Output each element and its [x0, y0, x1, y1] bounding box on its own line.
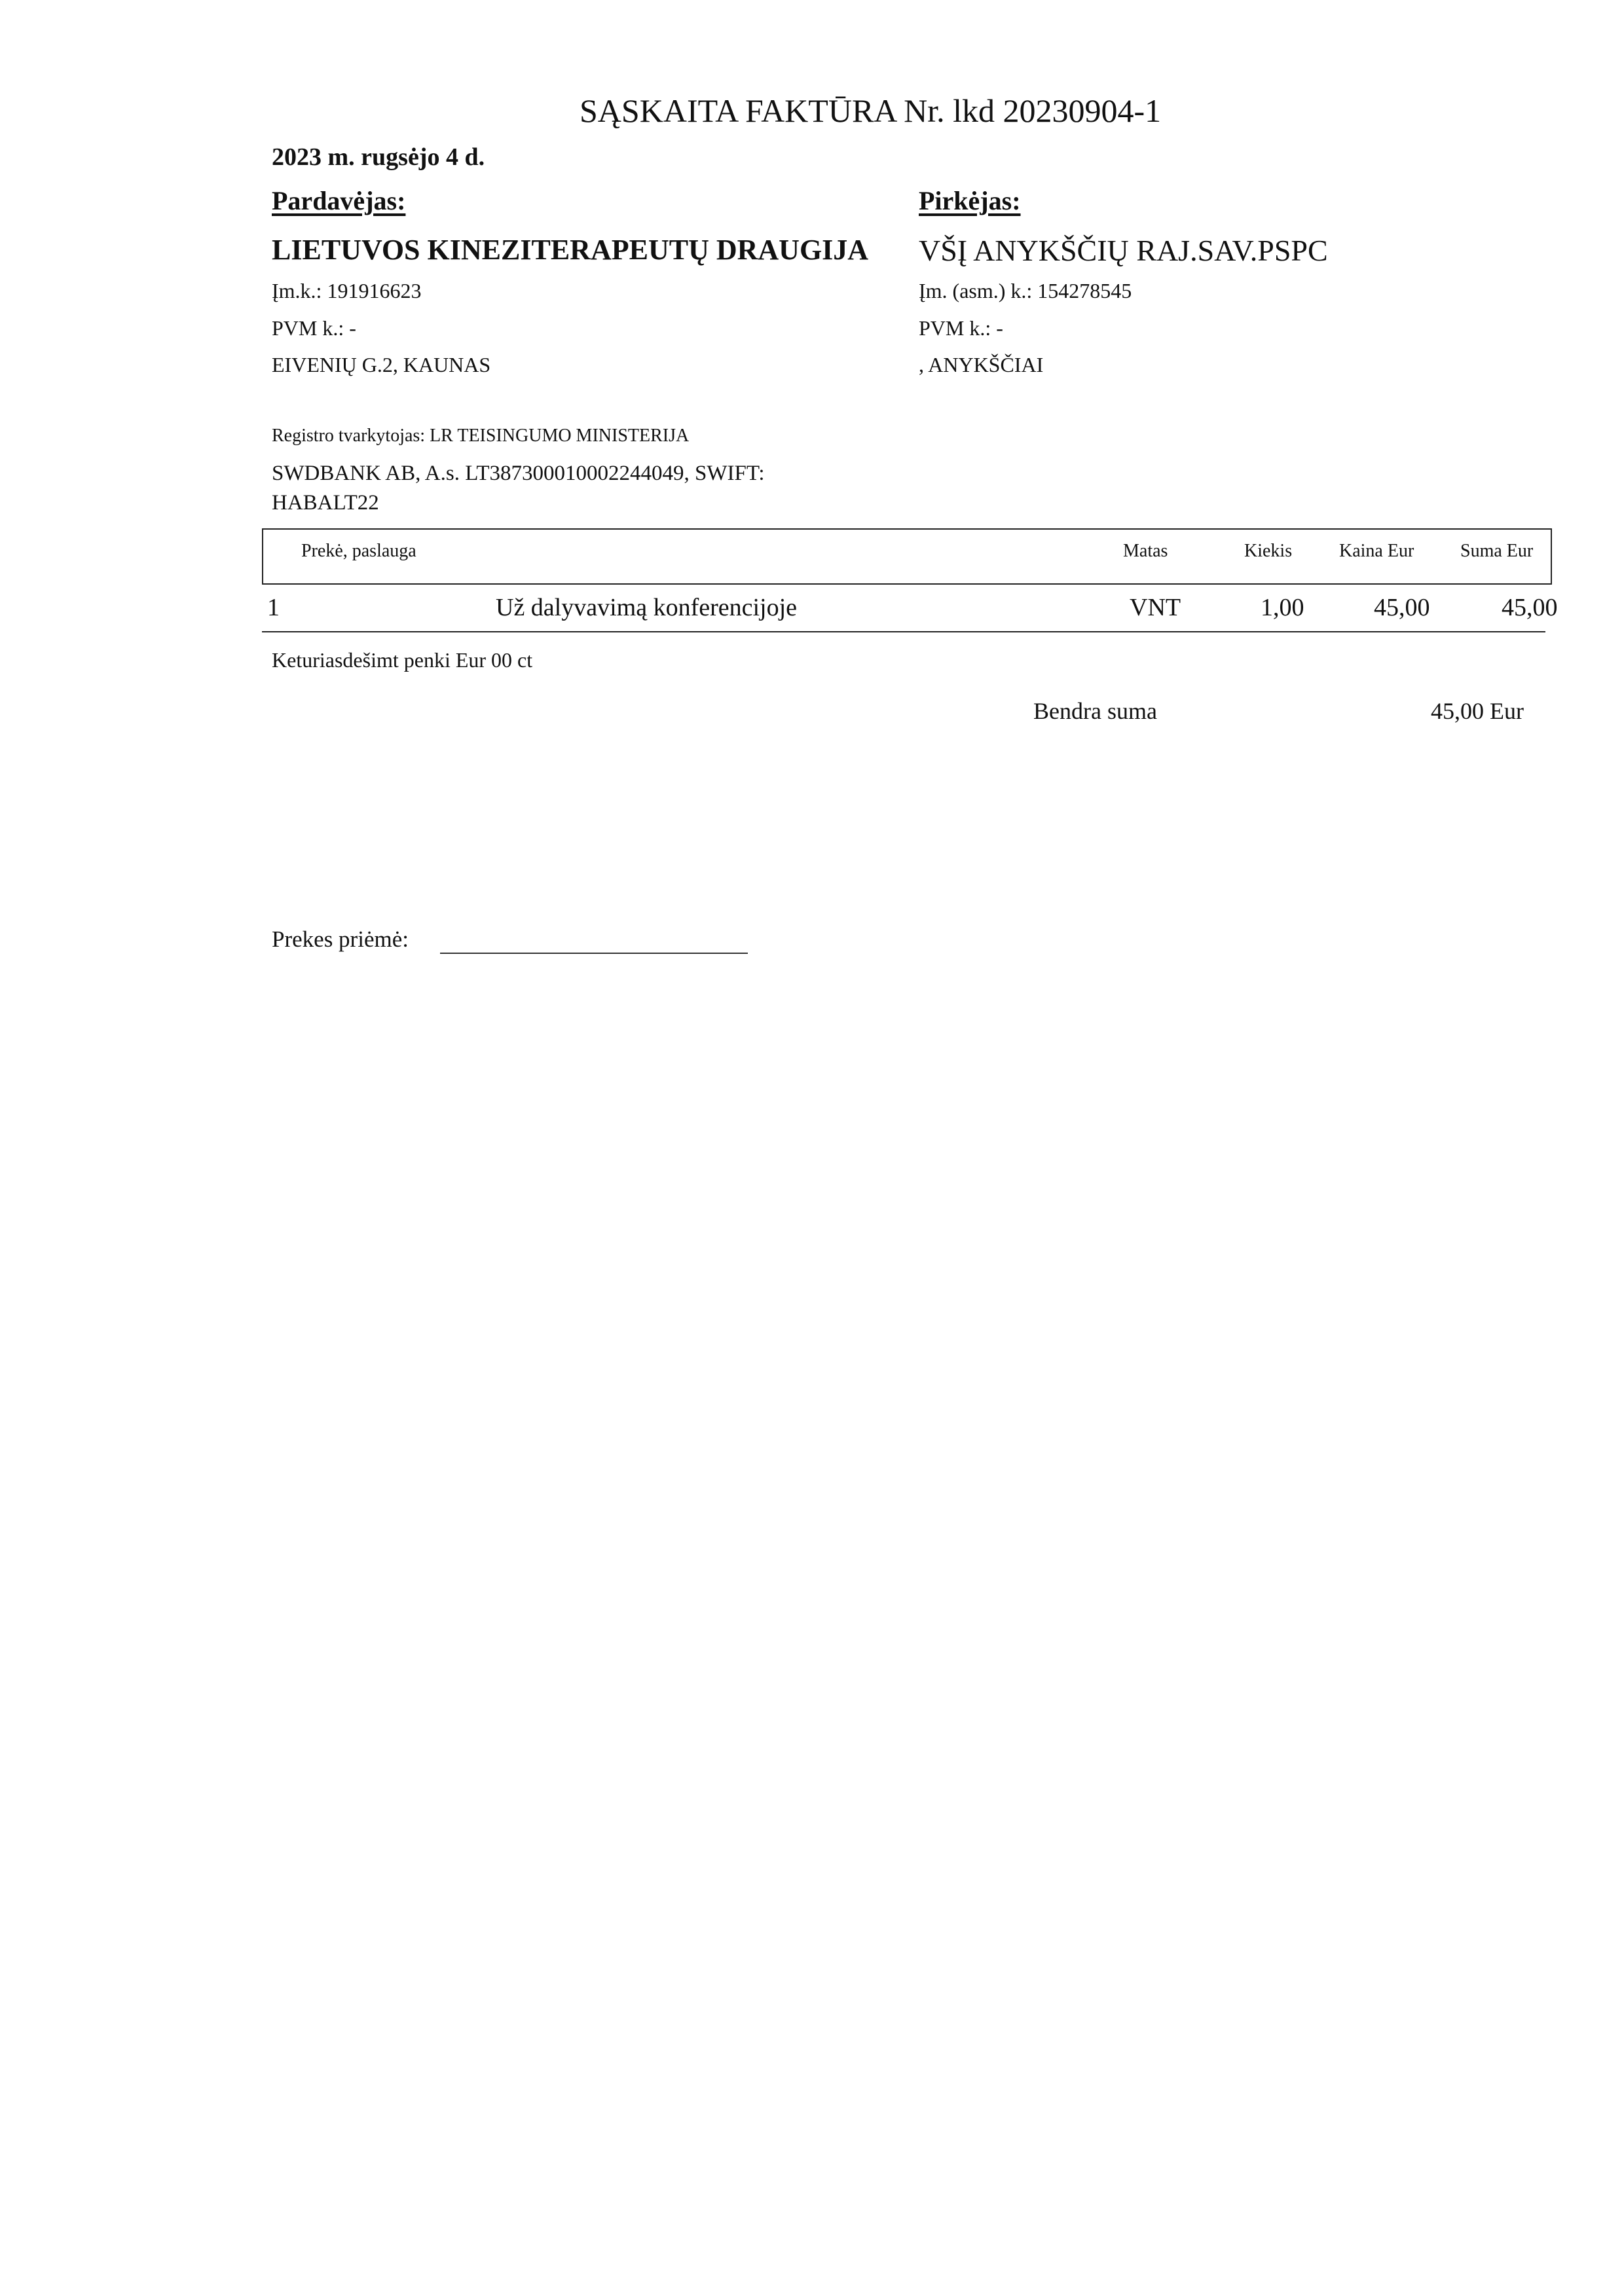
- receipt-label: Prekes priėmė:: [272, 926, 409, 952]
- row-price: 45,00: [1374, 594, 1430, 621]
- seller-bank-account: SWDBANK AB, A.s. LT387300010002244049, SWIFT:: [272, 462, 765, 485]
- buyer-name: VŠĮ ANYKŠČIŲ RAJ.SAV.PSPC: [919, 234, 1328, 267]
- buyer-label: Pirkėjas:: [919, 186, 1021, 215]
- seller-label: Pardavėjas:: [272, 186, 406, 215]
- invoice-date: 2023 m. rugsėjo 4 d.: [272, 143, 485, 171]
- header-price: Kaina Eur: [1339, 541, 1414, 561]
- seller-vat-code: PVM k.: -: [272, 316, 356, 340]
- buyer-address: , ANYKŠČIAI: [919, 353, 1044, 376]
- header-sum: Suma Eur: [1460, 541, 1534, 561]
- receipt-signature-line: [440, 953, 748, 954]
- header-item: Prekė, paslauga: [301, 541, 416, 561]
- header-unit: Matas: [1123, 541, 1168, 561]
- amount-in-words: Keturiasdešimt penki Eur 00 ct: [272, 648, 533, 672]
- invoice-title: SĄSKAITA FAKTŪRA Nr. lkd 20230904-1: [580, 92, 1162, 129]
- total-label: Bendra suma: [1033, 698, 1157, 724]
- row-quantity: 1,00: [1261, 594, 1304, 621]
- table-row-divider: [262, 631, 1545, 632]
- row-description: Už dalyvavimą konferencijoje: [496, 594, 798, 621]
- row-number: 1: [267, 594, 280, 621]
- row-sum: 45,00: [1502, 594, 1558, 621]
- seller-bank-swift: HABALT22: [272, 491, 379, 515]
- total-value: 45,00 Eur: [1431, 698, 1524, 724]
- seller-registry: Registro tvarkytojas: LR TEISINGUMO MINISTERIJA: [272, 426, 690, 446]
- header-quantity: Kiekis: [1244, 541, 1293, 561]
- buyer-vat-code: PVM k.: -: [919, 316, 1003, 340]
- seller-company-code: Įm.k.: 191916623: [272, 279, 422, 302]
- row-unit: VNT: [1130, 594, 1181, 621]
- seller-name: LIETUVOS KINEZITERAPEUTŲ DRAUGIJA: [272, 234, 869, 266]
- buyer-company-code: Įm. (asm.) k.: 154278545: [919, 279, 1132, 302]
- seller-address: EIVENIŲ G.2, KAUNAS: [272, 353, 491, 376]
